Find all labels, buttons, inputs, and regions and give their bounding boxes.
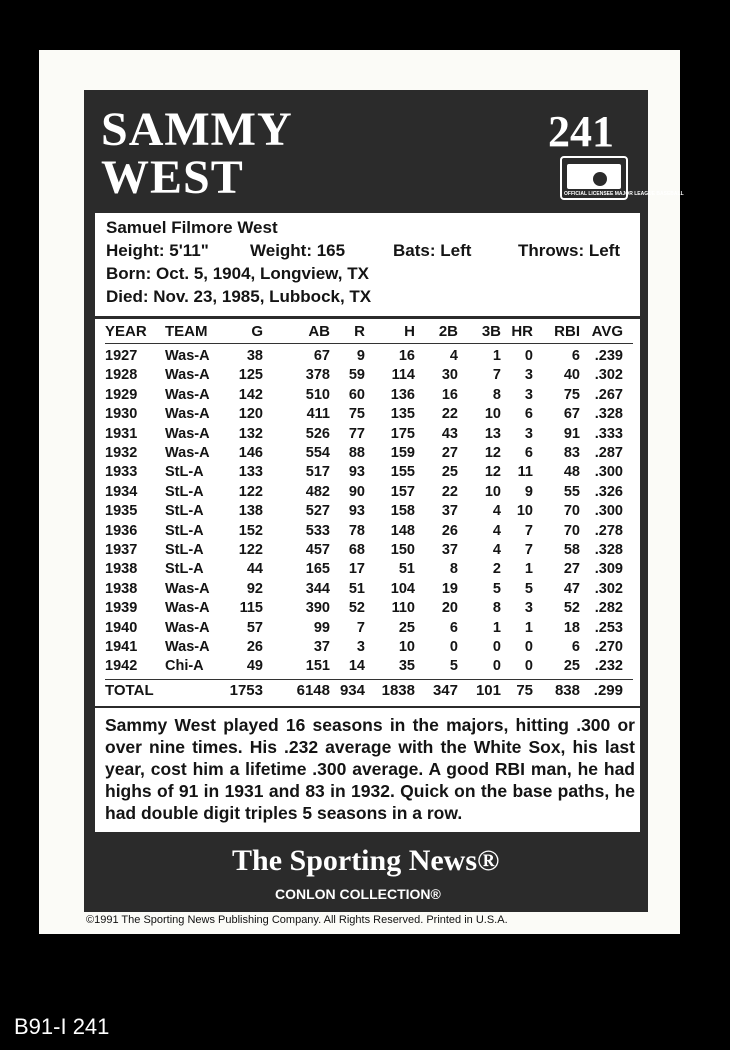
blurb-box — [95, 708, 640, 832]
row-3b: 4 — [492, 522, 501, 539]
total-g: 1753 — [229, 682, 263, 699]
row-3b: 13 — [484, 425, 501, 442]
row-team: Chi-A — [165, 658, 204, 675]
row-g: 26 — [246, 639, 263, 655]
row-g: 57 — [246, 619, 263, 636]
weight: Weight: 165 — [250, 241, 346, 260]
row-ab: 151 — [305, 658, 330, 675]
row-avg: .287 — [594, 445, 623, 461]
row-avg: .328 — [594, 406, 623, 423]
bio-box — [95, 213, 640, 316]
row-2b: 20 — [441, 600, 458, 617]
header-avg: AVG — [591, 323, 623, 340]
row-year: 1938 — [105, 580, 138, 597]
row-r: 68 — [348, 542, 365, 558]
died: Died: Nov. 23, 1985, Lubbock, TX — [106, 287, 372, 306]
header-3b: 3B — [481, 323, 501, 340]
row-ab: 165 — [305, 561, 330, 578]
height: Height: 5'11" — [106, 241, 209, 260]
header-h: H — [404, 323, 415, 340]
header-ab: AB — [308, 323, 330, 340]
row-year: 1928 — [105, 367, 138, 384]
header-team: TEAM — [165, 323, 208, 340]
row-ab: 378 — [305, 367, 330, 384]
row-hr: 10 — [516, 503, 533, 520]
row-year: 1932 — [105, 445, 138, 461]
row-avg: .309 — [594, 561, 623, 578]
row-rbi: 70 — [563, 503, 580, 520]
row-ab: 526 — [305, 425, 330, 442]
row-g: 152 — [238, 522, 263, 539]
row-rbi: 6 — [571, 348, 580, 364]
row-team: StL-A — [165, 542, 204, 558]
born: Born: Oct. 5, 1904, Longview, TX — [106, 264, 369, 283]
row-rbi: 48 — [563, 464, 580, 481]
row-3b: 1 — [492, 619, 501, 636]
row-rbi: 58 — [563, 542, 580, 558]
player-first-name: SAMMY — [101, 103, 293, 156]
row-rbi: 91 — [563, 425, 580, 442]
header-r: R — [354, 323, 365, 340]
header-2b: 2B — [438, 323, 458, 340]
row-3b: 7 — [492, 367, 501, 384]
row-hr: 5 — [524, 580, 533, 597]
copyright-line: ©1991 The Sporting News Publishing Company. All Rights Reserved. Printed in U.S.A. — [86, 914, 508, 926]
row-rbi: 25 — [563, 658, 580, 675]
row-avg: .302 — [594, 580, 623, 597]
sporting-news-logo: The Sporting News® — [232, 844, 500, 877]
row-team: StL-A — [165, 464, 204, 481]
row-hr: 1 — [524, 561, 533, 578]
row-ab: 457 — [305, 542, 330, 558]
row-h: 155 — [390, 464, 415, 481]
row-year: 1937 — [105, 542, 138, 558]
row-hr: 9 — [524, 483, 533, 500]
row-h: 150 — [390, 542, 415, 558]
row-h: 104 — [390, 580, 415, 597]
row-g: 38 — [246, 348, 263, 364]
row-year: 1938 — [105, 561, 138, 578]
total-year: TOTAL — [105, 682, 154, 699]
row-3b: 12 — [484, 464, 501, 481]
row-g: 115 — [239, 600, 263, 617]
header-hr: HR — [511, 323, 533, 340]
row-r: 17 — [348, 561, 365, 578]
row-r: 88 — [348, 445, 365, 461]
row-hr: 3 — [524, 425, 533, 442]
row-2b: 8 — [449, 561, 458, 578]
row-year: 1935 — [105, 503, 138, 520]
row-3b: 4 — [492, 503, 501, 520]
row-2b: 22 — [441, 406, 458, 423]
row-team: Was-A — [165, 445, 210, 461]
row-ab: 390 — [305, 600, 330, 617]
row-hr: 0 — [524, 658, 533, 675]
total-ab: 6148 — [296, 682, 330, 699]
row-2b: 16 — [441, 386, 458, 403]
row-3b: 0 — [492, 639, 501, 655]
row-avg: .328 — [594, 542, 623, 558]
row-3b: 0 — [492, 658, 501, 675]
row-ab: 517 — [305, 464, 330, 481]
row-rbi: 6 — [571, 639, 580, 655]
row-3b: 1 — [492, 348, 501, 364]
row-rbi: 27 — [563, 561, 580, 578]
row-year: 1939 — [105, 600, 138, 617]
conlon-collection: CONLON COLLECTION® — [275, 886, 441, 902]
row-2b: 0 — [449, 639, 458, 655]
row-2b: 6 — [449, 619, 458, 636]
row-h: 25 — [398, 619, 415, 636]
row-g: 133 — [238, 464, 263, 481]
row-3b: 10 — [484, 483, 501, 500]
row-3b: 12 — [484, 445, 501, 461]
row-3b: 8 — [492, 386, 501, 403]
stats-table — [95, 319, 640, 706]
player-last-name: WEST — [101, 151, 244, 204]
row-team: Was-A — [165, 580, 210, 597]
row-2b: 4 — [449, 348, 458, 364]
total-3b: 101 — [475, 682, 501, 699]
total-rbi: 838 — [554, 682, 580, 699]
row-avg: .267 — [594, 386, 623, 403]
row-2b: 22 — [441, 483, 458, 500]
row-r: 78 — [348, 522, 365, 539]
row-avg: .253 — [594, 619, 623, 636]
row-ab: 482 — [305, 483, 330, 500]
row-r: 3 — [356, 639, 365, 655]
row-ab: 344 — [305, 580, 330, 597]
full-name: Samuel Filmore West — [106, 218, 278, 237]
row-year: 1927 — [105, 348, 138, 364]
total-avg: .299 — [593, 682, 623, 699]
row-r: 14 — [348, 658, 365, 675]
row-2b: 43 — [441, 425, 458, 442]
row-team: Was-A — [165, 619, 210, 636]
card-number: 241 — [548, 107, 614, 156]
row-team: Was-A — [165, 425, 210, 442]
row-team: Was-A — [165, 639, 210, 655]
row-hr: 3 — [524, 386, 533, 403]
row-hr: 1 — [524, 619, 533, 636]
row-g: 92 — [246, 580, 263, 597]
row-rbi: 55 — [563, 483, 580, 500]
row-r: 90 — [348, 483, 365, 500]
throws: Throws: Left — [518, 241, 620, 260]
row-team: Was-A — [165, 386, 210, 403]
row-g: 125 — [238, 367, 263, 384]
row-2b: 25 — [441, 464, 458, 481]
row-r: 59 — [348, 367, 365, 384]
row-year: 1933 — [105, 464, 138, 481]
total-2b: 347 — [432, 682, 458, 699]
row-rbi: 52 — [563, 600, 580, 617]
row-ab: 99 — [313, 619, 330, 636]
row-year: 1931 — [105, 425, 138, 442]
row-g: 138 — [238, 503, 263, 520]
row-year: 1934 — [105, 483, 138, 500]
row-h: 148 — [390, 522, 415, 539]
row-ab: 533 — [305, 522, 330, 539]
row-r: 51 — [348, 580, 365, 597]
row-g: 122 — [238, 483, 263, 500]
row-avg: .302 — [594, 367, 623, 384]
row-team: Was-A — [165, 406, 210, 423]
row-rbi: 70 — [563, 522, 580, 539]
row-h: 158 — [390, 503, 415, 520]
row-h: 135 — [390, 406, 415, 423]
row-hr: 6 — [524, 406, 533, 423]
total-divider — [105, 679, 633, 680]
row-rbi: 83 — [563, 445, 580, 461]
row-rbi: 40 — [563, 367, 580, 384]
row-ab: 510 — [305, 386, 330, 403]
row-year: 1941 — [105, 639, 138, 655]
row-hr: 6 — [524, 445, 533, 461]
row-h: 51 — [398, 561, 415, 578]
row-year: 1942 — [105, 658, 138, 675]
row-g: 142 — [238, 386, 263, 403]
row-team: StL-A — [165, 522, 204, 539]
row-avg: .239 — [594, 348, 623, 364]
row-2b: 26 — [441, 522, 458, 539]
row-g: 132 — [238, 425, 263, 442]
row-2b: 37 — [441, 503, 458, 520]
row-hr: 0 — [524, 639, 533, 655]
row-2b: 19 — [441, 580, 458, 597]
row-rbi: 47 — [563, 580, 580, 597]
row-ab: 527 — [305, 503, 330, 520]
row-year: 1940 — [105, 619, 138, 636]
row-hr: 7 — [524, 542, 533, 558]
row-team: Was-A — [165, 367, 210, 384]
row-2b: 5 — [449, 658, 458, 675]
mlb-logo-text: OFFICIAL LICENSEE MAJOR LEAGUE BASEBALL — [564, 191, 684, 197]
row-h: 175 — [390, 425, 415, 442]
career-blurb: Sammy West played 16 seasons in the majors, hitting .300 or over nine times. His .232 average with the White Sox, his last year, cost him a lifetime .300 average. A good RBI man, he had highs of 91 in 1931 and 83 in 1932. Quick on the base paths, he had double digit triples 5 seasons in a row. — [105, 715, 635, 823]
row-team: Was-A — [165, 600, 210, 617]
row-avg: .232 — [594, 658, 623, 675]
row-3b: 2 — [492, 561, 501, 578]
row-3b: 4 — [492, 542, 501, 558]
row-g: 122 — [238, 542, 263, 558]
bats: Bats: Left — [393, 241, 472, 260]
row-year: 1930 — [105, 406, 138, 423]
row-r: 60 — [348, 386, 365, 403]
row-rbi: 67 — [563, 406, 580, 423]
row-r: 93 — [348, 503, 365, 520]
row-hr: 3 — [524, 600, 533, 617]
row-team: Was-A — [165, 348, 210, 364]
row-r: 75 — [348, 406, 365, 423]
row-hr: 7 — [524, 522, 533, 539]
row-r: 77 — [348, 425, 365, 442]
row-2b: 30 — [441, 367, 458, 384]
row-r: 52 — [348, 600, 365, 617]
row-h: 157 — [390, 483, 415, 500]
row-team: StL-A — [165, 503, 204, 520]
row-avg: .326 — [594, 483, 623, 500]
row-2b: 37 — [441, 542, 458, 558]
row-r: 9 — [356, 348, 365, 364]
header-g: G — [251, 323, 263, 340]
row-team: StL-A — [165, 483, 204, 500]
row-ab: 67 — [313, 348, 330, 364]
row-avg: .270 — [594, 639, 623, 655]
row-rbi: 75 — [563, 386, 580, 403]
row-avg: .278 — [594, 522, 623, 539]
row-avg: .282 — [594, 600, 623, 617]
row-h: 10 — [398, 639, 415, 655]
row-avg: .300 — [594, 464, 623, 481]
row-3b: 8 — [492, 600, 501, 617]
row-g: 146 — [238, 445, 263, 461]
row-r: 7 — [356, 619, 365, 636]
row-g: 44 — [246, 561, 263, 578]
row-hr: 11 — [517, 464, 533, 481]
total-r: 934 — [339, 682, 365, 699]
row-h: 159 — [390, 445, 415, 461]
row-3b: 5 — [492, 580, 501, 597]
row-h: 136 — [390, 386, 415, 403]
row-avg: .333 — [594, 425, 623, 442]
total-h: 1838 — [381, 682, 415, 699]
row-h: 35 — [398, 658, 415, 675]
header-divider — [105, 343, 633, 344]
row-r: 93 — [348, 464, 365, 481]
row-h: 114 — [391, 367, 415, 384]
row-avg: .300 — [594, 503, 623, 520]
scan-label: B91-I 241 — [14, 1014, 110, 1039]
row-2b: 27 — [441, 445, 458, 461]
row-hr: 0 — [524, 348, 533, 364]
row-h: 110 — [391, 600, 415, 617]
total-hr: 75 — [516, 682, 533, 699]
row-g: 49 — [246, 658, 263, 675]
row-h: 16 — [398, 348, 415, 364]
row-ab: 37 — [313, 639, 330, 655]
row-ab: 411 — [306, 406, 330, 423]
row-year: 1929 — [105, 386, 138, 403]
row-hr: 3 — [524, 367, 533, 384]
row-rbi: 18 — [563, 619, 580, 636]
row-year: 1936 — [105, 522, 138, 539]
row-3b: 10 — [484, 406, 501, 423]
row-team: StL-A — [165, 561, 204, 578]
header-rbi: RBI — [554, 323, 580, 340]
row-g: 120 — [238, 406, 263, 423]
header-year: YEAR — [105, 323, 147, 340]
mlb-logo-icon — [560, 156, 684, 200]
row-ab: 554 — [305, 445, 330, 461]
